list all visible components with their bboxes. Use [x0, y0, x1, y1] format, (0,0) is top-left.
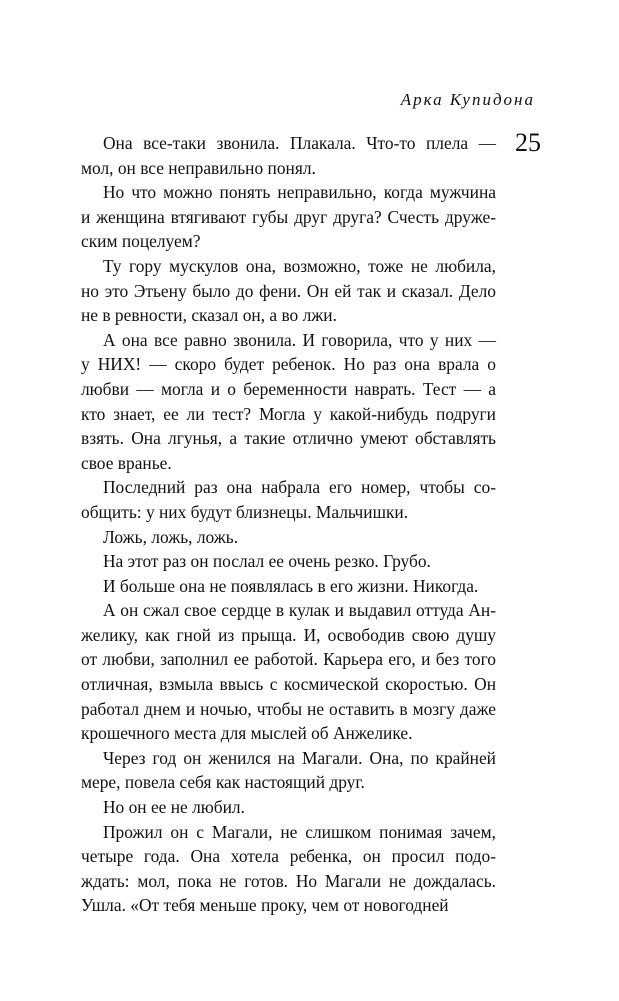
- text-line: свое вранье.: [81, 452, 172, 473]
- text-line: общить: у них будут близнецы. Мальчишки.: [81, 501, 409, 522]
- paragraph: [103, 525, 496, 550]
- paragraph: [103, 795, 496, 820]
- paragraph: [81, 254, 496, 328]
- text-line: ждать: мол, пока не готов. Но Магали не дождалась.: [81, 870, 496, 891]
- text-line: Ту гору мускулов она, возможно, тоже не любила,: [103, 255, 496, 276]
- text-line: желику, как гной из прыща. И, освободив свою душу: [81, 624, 496, 645]
- text-line: мол, он все неправильно понял.: [81, 157, 316, 178]
- text-line: взять. Она лгунья, а такие отлично умеют обставлять: [81, 428, 496, 449]
- text-line: На этот раз он послал ее очень резко. Грубо.: [103, 551, 431, 572]
- text-line: Но что можно понять неправильно, когда мужчина: [103, 182, 496, 203]
- text-line: отличная, взмыла ввысь с космической скоростью. Он: [81, 674, 496, 695]
- paragraph: [81, 598, 496, 746]
- paragraph: [103, 549, 496, 574]
- paragraph: [81, 475, 496, 524]
- paragraph: [81, 131, 496, 180]
- text-line: Но он ее не любил.: [103, 797, 245, 818]
- text-line: работал днем и ночью, чтобы не оставить в мозгу даже: [81, 698, 496, 719]
- paragraph: [103, 574, 496, 599]
- running-header: Арка Купидона: [400, 90, 535, 109]
- page-number: 25: [515, 128, 541, 157]
- text-line: Она все-таки звонила. Плакала. Что-то плела —: [103, 133, 496, 153]
- text-line: крошечного места для мыслей об Анжелике.: [81, 723, 413, 744]
- text-line: от любви, заполнил ее работой. Карьера его, и без того: [81, 649, 496, 670]
- text-line: но это Этьену было до фени. Он ей так и сказал. Дело: [81, 280, 496, 301]
- text-line: не в ревности, сказал он, а во лжи.: [81, 305, 337, 326]
- text-line: И больше она не появлялась в его жизни. Никогда.: [103, 575, 479, 596]
- paragraph: [81, 746, 496, 795]
- paragraph: [81, 820, 496, 918]
- text-line: мере, повела себя как настоящий друг.: [81, 772, 365, 793]
- paragraph: [81, 180, 496, 254]
- text-line: Прожил он с Магали, не слишком понимая зачем,: [103, 821, 496, 842]
- text-line: А она все равно звонила. И говорила, что у них —: [103, 329, 496, 350]
- text-line: четыре года. Она хотела ребенка, он просил подо-: [81, 846, 496, 867]
- text-line: А он сжал свое сердце в кулак и выдавил оттуда Ан-: [103, 600, 496, 621]
- text-line: кто знает, ее ли тест? Могла у какой-нибудь подруги: [81, 403, 496, 424]
- text-line: Ушла. «От тебя меньше проку, чем от новогодней: [81, 895, 449, 916]
- text-line: любви — могла и о беременности наврать. Тест — а: [81, 378, 496, 399]
- text-line: ским поцелуем?: [81, 231, 201, 252]
- text-line: Ложь, ложь, ложь.: [103, 526, 239, 547]
- text-line: у НИХ! — скоро будет ребенок. Но раз она врала о: [81, 354, 496, 375]
- body-text: [81, 131, 496, 918]
- text-line: Через год он женился на Магали. Она, по крайней: [103, 747, 496, 768]
- paragraph: [81, 328, 496, 476]
- text-line: и женщина втягивают губы друг друга? Счесть друже-: [81, 206, 496, 227]
- text-line: Последний раз она набрала его номер, чтобы со-: [103, 477, 496, 498]
